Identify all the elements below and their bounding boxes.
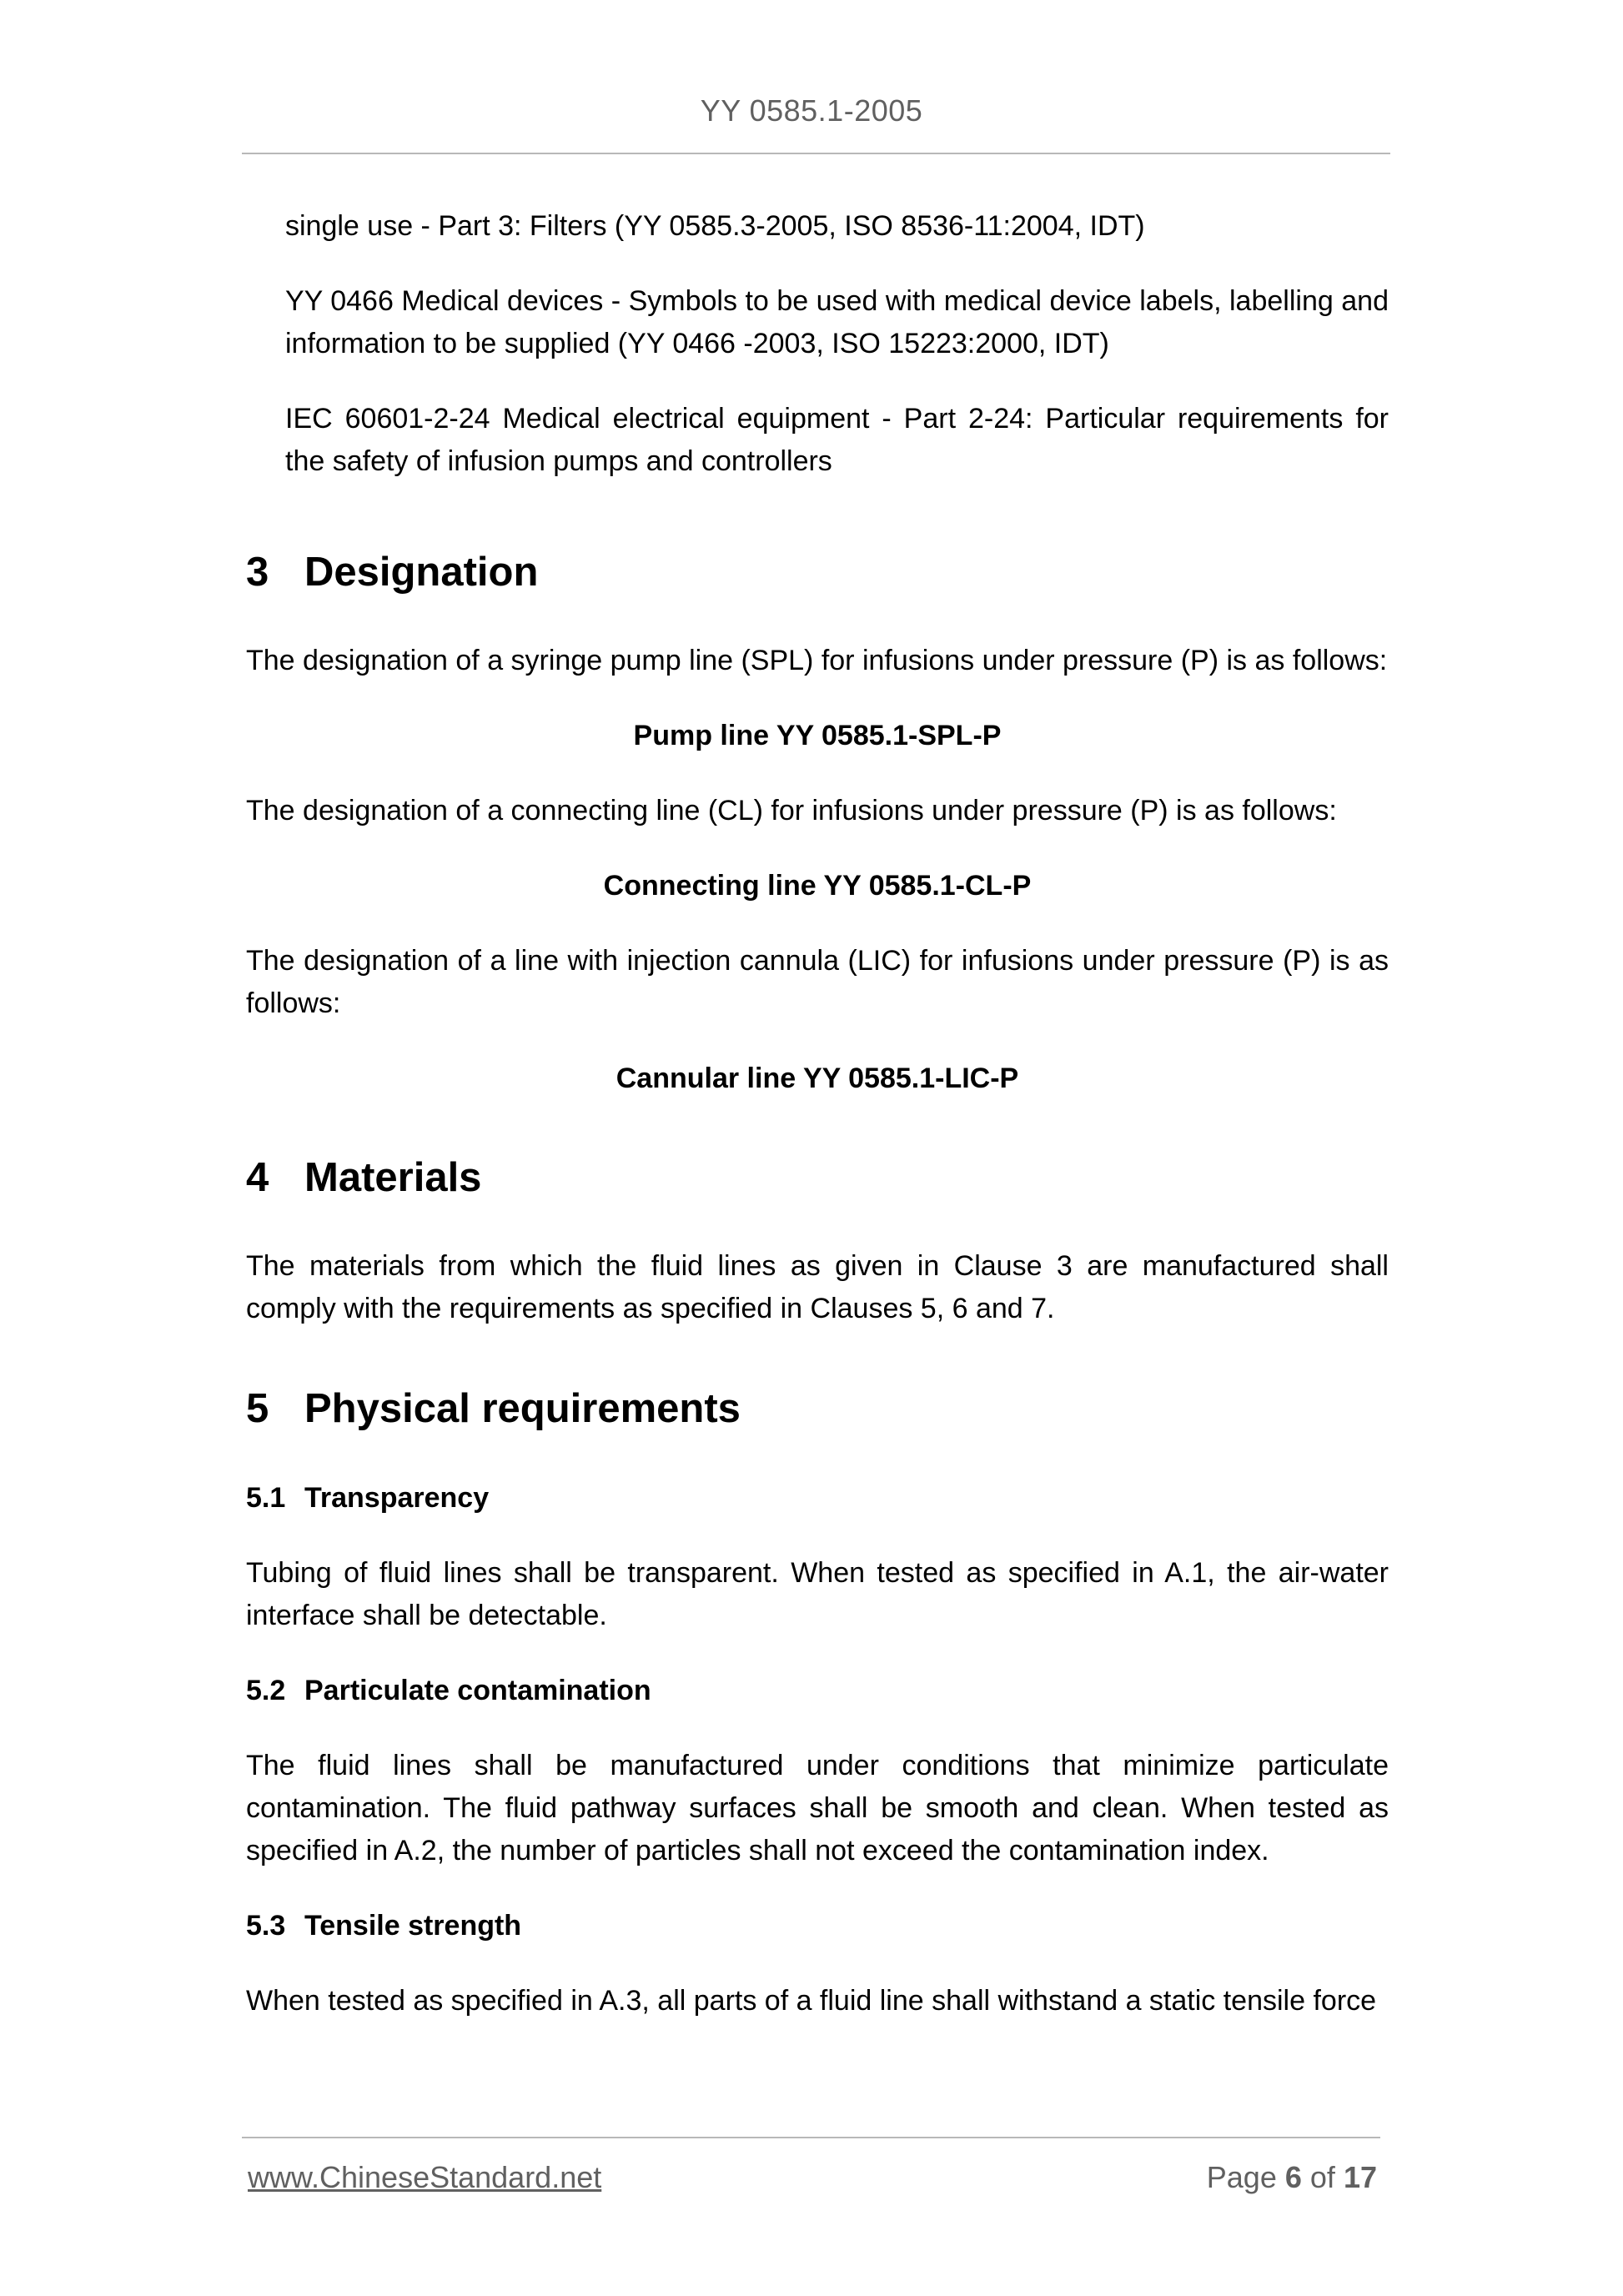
page-of: of bbox=[1309, 2160, 1335, 2194]
paragraph: The designation of a line with injection cannula (LIC) for infusions under pressure (P) is as follows: bbox=[246, 945, 1389, 1019]
subsection-heading-tensile bbox=[246, 1905, 1389, 1947]
paragraph: The materials from which the fluid lines as given in Clause 3 are manufactured shall comply with the requirements as specified in Clauses 5, 6 and 7. bbox=[246, 1250, 1389, 1324]
footer-website-link[interactable]: www.ChineseStandard.net bbox=[248, 2160, 602, 2194]
designation-label: Connecting line YY 0585.1-CL-P bbox=[603, 870, 1032, 902]
section-heading-physical-requirements bbox=[246, 1384, 1389, 1434]
section-heading-designation bbox=[246, 547, 1389, 597]
page-prefix: Page bbox=[1206, 2160, 1277, 2194]
section-title: Materials bbox=[304, 1155, 482, 1200]
footer-divider bbox=[242, 2137, 1380, 2138]
reference-entry: IEC 60601-2-24 Medical electrical equipment - Part 2-24: Particular requirements for the safety of infusion pumps and controllers bbox=[285, 403, 1389, 477]
section-heading-materials bbox=[246, 1153, 1389, 1203]
section-number: 3 bbox=[246, 550, 269, 595]
paragraph: When tested as specified in A.3, all parts of a fluid line shall withstand a static tensile force bbox=[246, 1985, 1377, 2017]
document-body bbox=[246, 200, 1389, 2022]
subsection-number: 5.2 bbox=[246, 1675, 286, 1706]
section-number: 4 bbox=[246, 1155, 269, 1200]
page-number bbox=[1207, 2160, 1377, 2195]
subsection-title: Transparency bbox=[304, 1482, 490, 1514]
page-current: 6 bbox=[1284, 2160, 1302, 2194]
paragraph: The designation of a connecting line (CL) for infusions under pressure (P) is as follows: bbox=[246, 795, 1337, 826]
section-title: Designation bbox=[304, 550, 539, 595]
designation-label: Pump line YY 0585.1-SPL-P bbox=[633, 720, 1002, 751]
subsection-heading-particulate bbox=[246, 1670, 1389, 1712]
section-number: 5 bbox=[246, 1386, 269, 1431]
reference-entry: YY 0466 Medical devices - Symbols to be used with medical device labels, labelling and information to be supplied (YY 0466 -2003, ISO 15223:2000, IDT) bbox=[285, 285, 1389, 359]
section-title: Physical requirements bbox=[304, 1386, 741, 1431]
header-divider bbox=[242, 153, 1390, 154]
page-header-title: YY 0585.1-2005 bbox=[700, 93, 923, 128]
subsection-number: 5.1 bbox=[246, 1482, 286, 1514]
subsection-title: Tensile strength bbox=[304, 1910, 522, 1942]
paragraph: Tubing of fluid lines shall be transparent. When tested as specified in A.1, the air-water interface shall be detectable. bbox=[246, 1557, 1389, 1631]
subsection-number: 5.3 bbox=[246, 1910, 286, 1942]
reference-entry: single use - Part 3: Filters (YY 0585.3-2005, ISO 8536-11:2004, IDT) bbox=[285, 210, 1145, 242]
page-total: 17 bbox=[1343, 2160, 1377, 2194]
subsection-heading-transparency bbox=[246, 1477, 1389, 1520]
paragraph: The designation of a syringe pump line (SPL) for infusions under pressure (P) is as follows: bbox=[246, 645, 1388, 676]
paragraph: The fluid lines shall be manufactured under conditions that minimize particulate contamination. The fluid pathway surfaces shall be smooth and clean. When tested as specified in A.2, the number of particles shall not exceed the contamination index. bbox=[246, 1750, 1389, 1866]
subsection-title: Particulate contamination bbox=[304, 1675, 651, 1706]
designation-label: Cannular line YY 0585.1-LIC-P bbox=[616, 1063, 1019, 1094]
